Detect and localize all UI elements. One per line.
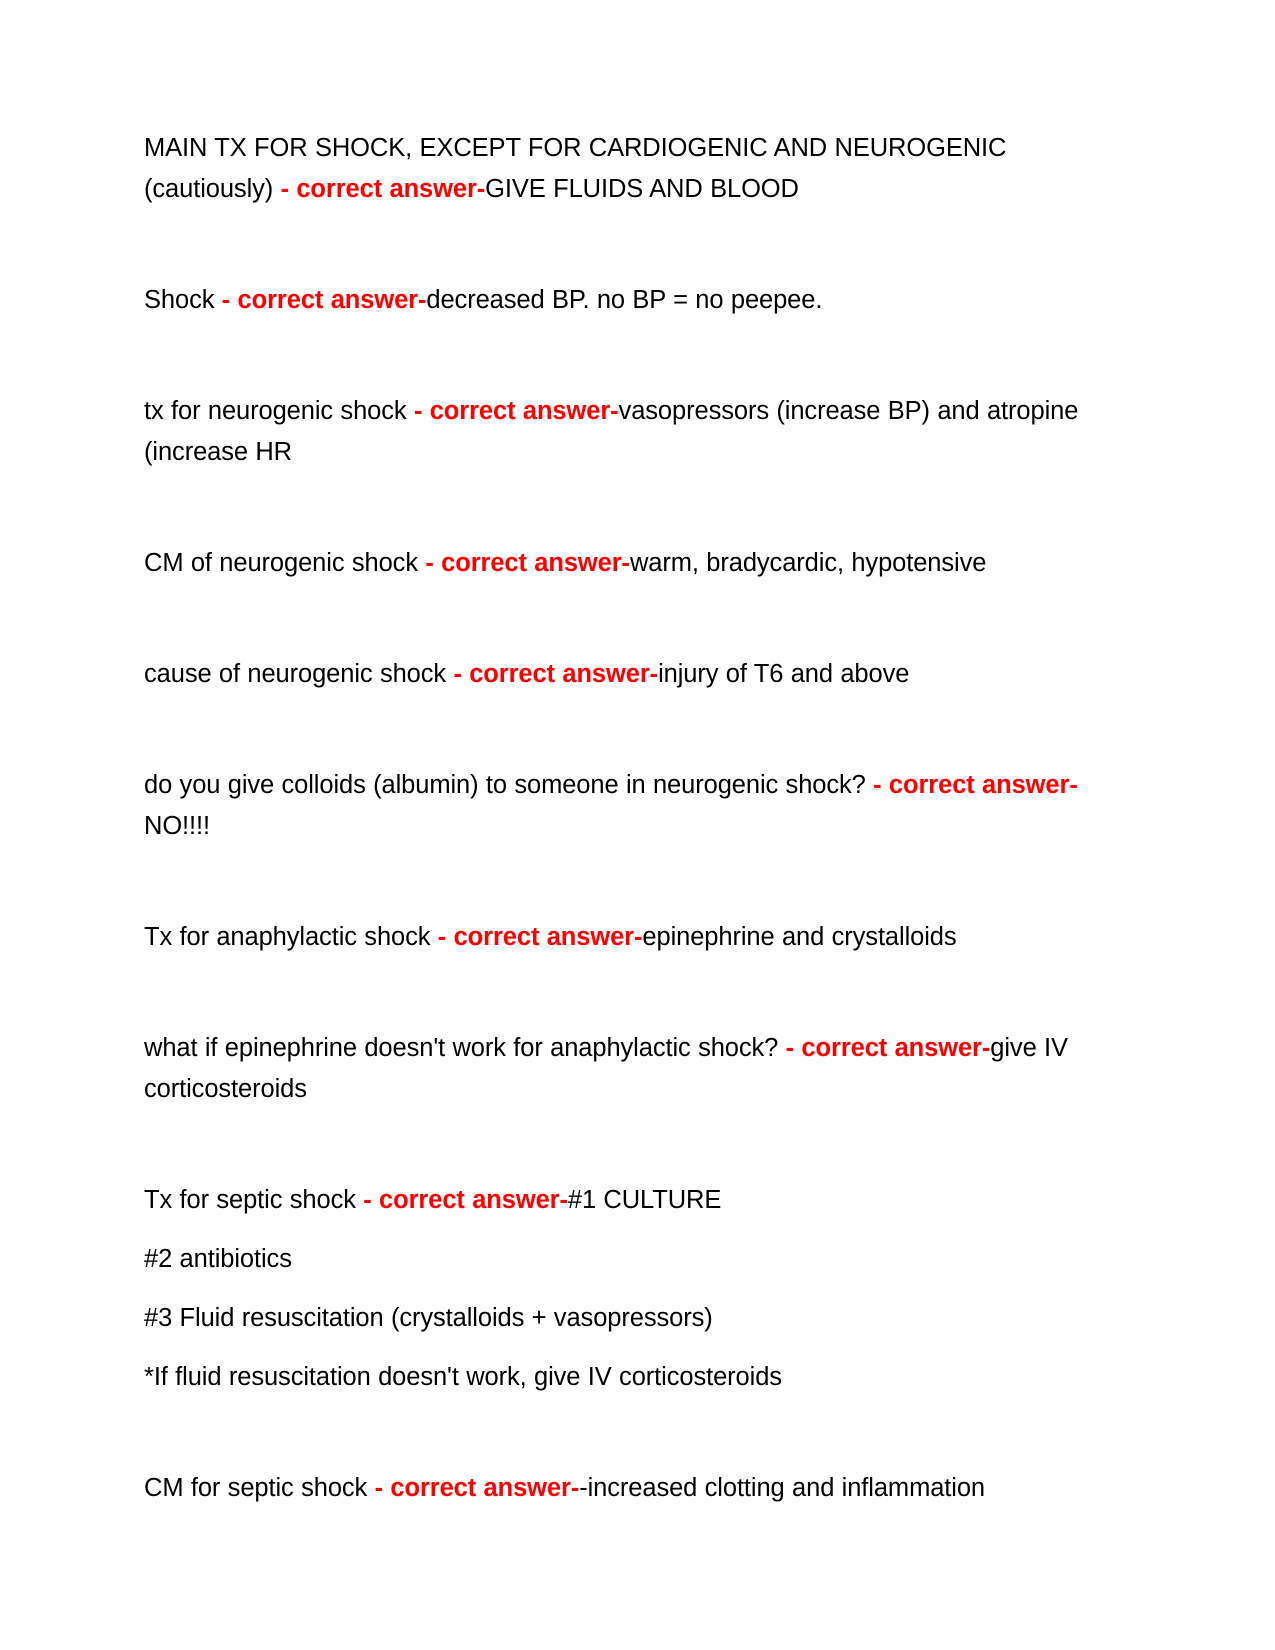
list-item-text: #2 antibiotics — [144, 1245, 292, 1273]
question-text: CM of neurogenic shock — [144, 549, 426, 577]
correct-answer-tag: - correct answer- — [413, 397, 619, 425]
question-text: tx for neurogenic shock — [144, 397, 414, 425]
qa-block-cm-neurogenic-shock — [144, 543, 1084, 584]
question-text: do you give colloids (albumin) to someone in neurogenic shock? — [144, 771, 874, 799]
qa-block-tx-septic-shock — [144, 1180, 1084, 1221]
qa-block-cm-septic-shock — [144, 1468, 1084, 1509]
question-text: CM for septic shock — [144, 1474, 375, 1502]
list-item-text: *If fluid resuscitation doesn't work, give IV corticosteroids — [144, 1363, 782, 1391]
correct-answer-tag: - correct answer- — [437, 923, 643, 951]
correct-answer-tag: - correct answer- — [785, 1034, 991, 1062]
answer-text: NO!!!! — [144, 812, 210, 840]
question-text: MAIN TX FOR SHOCK, EXCEPT FOR CARDIOGENIC AND NEUROGENIC (cautiously) — [144, 134, 1007, 203]
question-text: Tx for septic shock — [144, 1186, 364, 1214]
qa-block-tx-neurogenic-shock — [144, 391, 1084, 473]
qa-block-cause-neurogenic-shock — [144, 654, 1084, 695]
correct-answer-tag: - correct answer- — [280, 175, 486, 203]
qa-block-tx-anaphylactic-shock — [144, 917, 1084, 958]
answer-text: injury of T6 and above — [658, 660, 910, 688]
question-text: Tx for anaphylactic shock — [144, 923, 438, 951]
qa-block-septic-step-2 — [144, 1239, 1084, 1280]
answer-text: epinephrine and crystalloids — [642, 923, 957, 951]
qa-block-main-tx-for-shock — [144, 128, 1084, 210]
correct-answer-tag: - correct answer- — [425, 549, 630, 577]
qa-block-septic-step-3 — [144, 1298, 1084, 1339]
qa-block-colloids-neurogenic-shock — [144, 765, 1084, 847]
qa-block-septic-note — [144, 1357, 1084, 1398]
question-text: cause of neurogenic shock — [144, 660, 454, 688]
answer-text: GIVE FLUIDS AND BLOOD — [485, 175, 799, 203]
list-item-text: #3 Fluid resuscitation (crystalloids + vasopressors) — [144, 1304, 713, 1332]
answer-text: warm, bradycardic, hypotensive — [629, 549, 987, 577]
correct-answer-tag: - correct answer- — [873, 771, 1078, 799]
correct-answer-tag: - correct answer- — [374, 1474, 580, 1502]
answer-text: vasopressors (increase BP) and atropine (increase HR — [144, 397, 1079, 466]
answer-text: decreased BP. no BP = no peepee. — [426, 286, 823, 314]
answer-text: -increased clotting and inflammation — [579, 1474, 986, 1502]
qa-block-epinephrine-fails-anaphylactic — [144, 1028, 1084, 1110]
correct-answer-tag: - correct answer- — [453, 660, 659, 688]
answer-text: give IV corticosteroids — [144, 1034, 1068, 1103]
qa-block-shock — [144, 280, 1084, 321]
answer-text: #1 CULTURE — [567, 1186, 722, 1214]
question-text: what if epinephrine doesn't work for anaphylactic shock? — [144, 1034, 786, 1062]
correct-answer-tag: - correct answer- — [363, 1186, 568, 1214]
correct-answer-tag: - correct answer- — [221, 286, 427, 314]
question-text: Shock — [144, 286, 222, 314]
document-body — [144, 128, 1084, 1509]
